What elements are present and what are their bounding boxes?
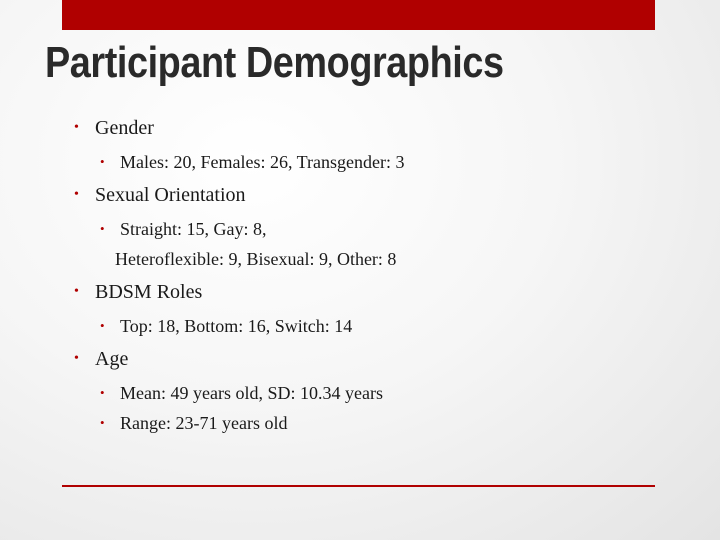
sub-bullet-orientation-counts — [97, 214, 672, 244]
bullet-icon: • — [100, 415, 105, 430]
sub-bullet-text: Range: 23-71 years old — [120, 413, 288, 433]
bullet-label: Gender — [95, 117, 154, 139]
sub-bullet-role-counts — [97, 311, 672, 341]
bullet-age — [72, 344, 672, 374]
sub-bullet-age-mean — [97, 378, 672, 408]
bullet-icon: • — [74, 120, 79, 135]
bullet-label: Age — [95, 348, 129, 370]
bullet-bdsm-roles — [72, 277, 672, 307]
bullet-sexual-orientation — [72, 180, 672, 210]
bullet-icon: • — [100, 221, 105, 236]
bullet-list — [72, 113, 672, 438]
sub-bullet-text: Top: 18, Bottom: 16, Switch: 14 — [120, 316, 353, 336]
bullet-icon: • — [74, 284, 79, 299]
sub-bullet-orientation-continuation: Heteroflexible: 9, Bisexual: 9, Other: 8 — [115, 249, 397, 269]
top-accent-bar — [62, 0, 655, 30]
bullet-label: Sexual Orientation — [95, 184, 246, 206]
sub-bullet-text: Males: 20, Females: 26, Transgender: 3 — [120, 152, 405, 172]
sub-bullet-age-range — [97, 408, 672, 438]
bullet-gender — [72, 113, 672, 143]
sub-bullet-text: Straight: 15, Gay: 8, — [120, 219, 267, 239]
bullet-icon: • — [74, 351, 79, 366]
bullet-icon: • — [100, 154, 105, 169]
sub-bullet-text: Mean: 49 years old, SD: 10.34 years — [120, 383, 383, 403]
bullet-icon: • — [100, 385, 105, 400]
sub-bullet-gender-counts — [97, 147, 672, 177]
bullet-icon: • — [74, 187, 79, 202]
bullet-icon: • — [100, 318, 105, 333]
bullet-label: BDSM Roles — [95, 281, 203, 303]
slide-title: Participant Demographics — [45, 38, 504, 87]
bottom-divider — [62, 485, 655, 487]
